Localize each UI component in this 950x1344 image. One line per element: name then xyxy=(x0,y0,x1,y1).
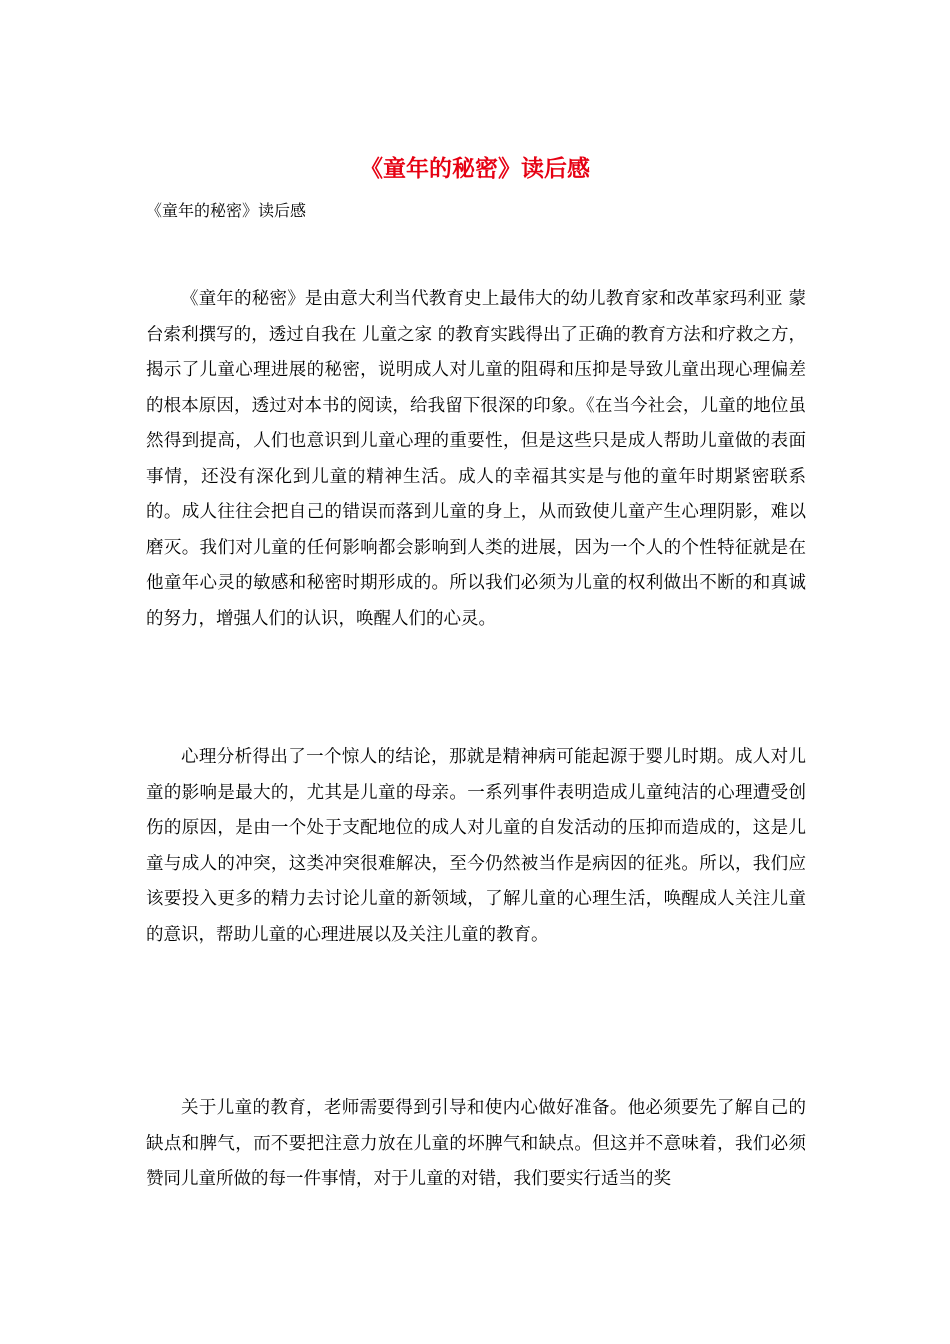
paragraph-1: 《童年的秘密》是由意大利当代教育史上最伟大的幼儿教育家和改革家玛利亚 蒙台索利撰写的，透过自我在 儿童之家 的教育实践得出了正确的教育方法和疗救之方，揭示了儿童心理进展的秘密，说明成人对儿童的阻碍和压抑是导致儿童出现心理偏差的根本原因，透过对本书的阅读，给我留下很深的印象。《在当今社会，儿童的地位虽然得到提高，人们也意识到儿童心理的重要性，但是这些只是成人帮助儿童做的表面事情，还没有深化到儿童的精神生活。成人的幸福其实是与他的童年时期紧密联系的。成人往往会把自己的错误而落到儿童的身上，从而致使儿童产生心理阴影，难以磨灭。我们对儿童的任何影响都会影响到人类的进展，因为一个人的个性特征就是在他童年心灵的敏感和秘密时期形成的。所以我们必须为儿童的权利做出不断的和真诚的努力，增强人们的认识，唤醒人们的心灵。 xyxy=(146,289,806,629)
document-title: 《童年的秘密》读后感 xyxy=(360,155,590,182)
paragraph-3: 关于儿童的教育，老师需要得到引导和使内心做好准备。他必须要先了解自己的缺点和脾气，而不要把注意力放在儿童的坏脾气和缺点。但这并不意味着，我们必须赞同儿童所做的每一件事情，对于儿童的对错，我们要实行适当的奖 xyxy=(146,1098,806,1189)
document-subtitle: 《童年的秘密》读后感 xyxy=(146,201,307,220)
paragraph-2: 心理分析得出了一个惊人的结论，那就是精神病可能起源于婴儿时期。成人对儿童的影响是最大的，尤其是儿童的母亲。一系列事件表明造成儿童纯洁的心理遭受创伤的原因，是由一个处于支配地位的成人对儿童的自发活动的压抑而造成的，这是儿童与成人的冲突，这类冲突很难解决，至今仍然被当作是病因的征兆。所以，我们应该要投入更多的精力去讨论儿童的新领域，了解儿童的心理生活，唤醒成人关注儿童的意识，帮助儿童的心理进展以及关注儿童的教育。 xyxy=(146,747,806,945)
